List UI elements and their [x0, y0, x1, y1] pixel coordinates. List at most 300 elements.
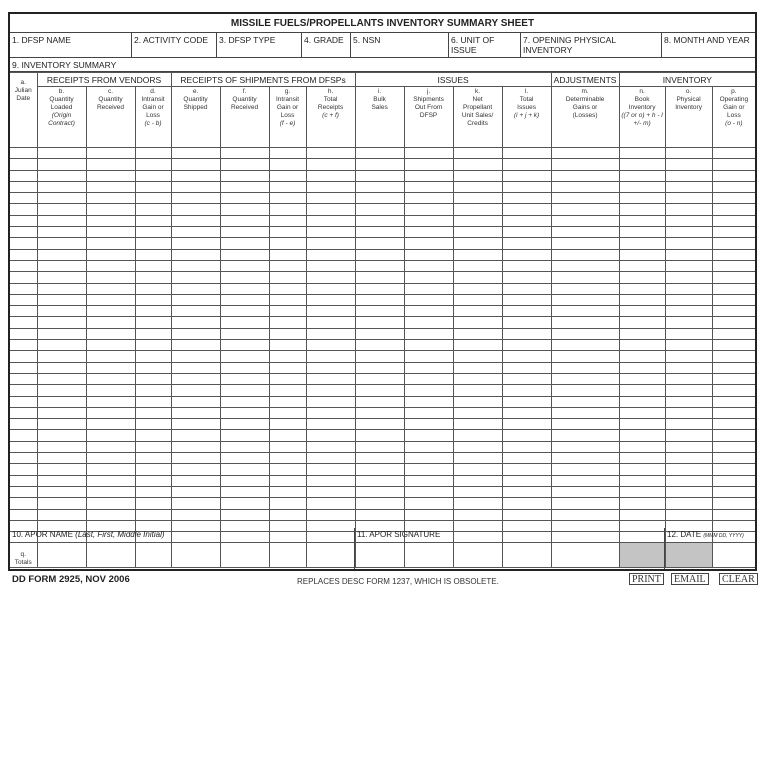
cell-input-a[interactable] [10, 250, 37, 260]
cell-i[interactable] [355, 294, 404, 305]
cell-b[interactable] [37, 148, 86, 159]
cell-input-m[interactable] [552, 385, 619, 395]
cell-d[interactable] [135, 464, 171, 475]
cell-o[interactable] [665, 486, 712, 497]
cell-input-j[interactable] [405, 295, 453, 305]
cell-j[interactable] [404, 340, 453, 351]
cell-l[interactable] [502, 238, 551, 249]
cell-l[interactable] [502, 227, 551, 238]
cell-input-c[interactable] [87, 464, 135, 474]
cell-l[interactable] [502, 328, 551, 339]
dfsp-type-field[interactable] [217, 33, 302, 58]
cell-input-h[interactable] [307, 272, 355, 282]
cell-input-i[interactable] [356, 430, 404, 440]
cell-input-l[interactable] [503, 464, 551, 474]
cell-b[interactable] [37, 430, 86, 441]
cell-input-c[interactable] [87, 159, 135, 169]
cell-g[interactable] [269, 272, 306, 283]
cell-input-h[interactable] [307, 363, 355, 373]
cell-input-b[interactable] [38, 385, 86, 395]
cell-a[interactable] [10, 148, 37, 159]
cell-g[interactable] [269, 396, 306, 407]
cell-input-p[interactable] [713, 363, 756, 373]
cell-input-m[interactable] [552, 329, 619, 339]
cell-a[interactable] [10, 498, 37, 509]
cell-l[interactable] [502, 475, 551, 486]
cell-a[interactable] [10, 362, 37, 373]
cell-g[interactable] [269, 475, 306, 486]
cell-input-p[interactable] [713, 238, 756, 248]
cell-g[interactable] [269, 260, 306, 271]
cell-input-c[interactable] [87, 317, 135, 327]
cell-p[interactable] [712, 249, 755, 260]
cell-input-p[interactable] [713, 476, 756, 486]
cell-input-j[interactable] [405, 317, 453, 327]
cell-input-j[interactable] [405, 464, 453, 474]
apor-signature-field[interactable] [355, 528, 665, 569]
cell-f[interactable] [220, 294, 269, 305]
cell-d[interactable] [135, 430, 171, 441]
cell-f[interactable] [220, 430, 269, 441]
cell-input-h[interactable] [307, 329, 355, 339]
cell-e[interactable] [171, 407, 220, 418]
cell-input-n[interactable] [620, 182, 665, 192]
cell-input-p[interactable] [713, 329, 756, 339]
cell-k[interactable] [453, 430, 502, 441]
cell-m[interactable] [551, 453, 619, 464]
cell-e[interactable] [171, 227, 220, 238]
cell-c[interactable] [86, 419, 135, 430]
cell-i[interactable] [355, 204, 404, 215]
cell-g[interactable] [269, 283, 306, 294]
nsn-field[interactable] [351, 33, 449, 58]
cell-e[interactable] [171, 498, 220, 509]
cell-input-g[interactable] [270, 453, 306, 463]
cell-j[interactable] [404, 159, 453, 170]
cell-input-h[interactable] [307, 284, 355, 294]
cell-a[interactable] [10, 227, 37, 238]
cell-f[interactable] [220, 373, 269, 384]
cell-j[interactable] [404, 453, 453, 464]
cell-input-p[interactable] [713, 159, 756, 169]
cell-g[interactable] [269, 453, 306, 464]
cell-input-e[interactable] [172, 159, 220, 169]
cell-input-h[interactable] [307, 510, 355, 520]
cell-c[interactable] [86, 475, 135, 486]
cell-input-p[interactable] [713, 216, 756, 226]
cell-input-o[interactable] [666, 148, 712, 158]
cell-c[interactable] [86, 238, 135, 249]
cell-input-o[interactable] [666, 510, 712, 520]
cell-input-p[interactable] [713, 182, 756, 192]
cell-input-f[interactable] [221, 408, 269, 418]
cell-input-j[interactable] [405, 171, 453, 181]
cell-j[interactable] [404, 385, 453, 396]
cell-a[interactable] [10, 351, 37, 362]
cell-b[interactable] [37, 204, 86, 215]
cell-input-i[interactable] [356, 250, 404, 260]
cell-h[interactable] [306, 148, 355, 159]
cell-l[interactable] [502, 159, 551, 170]
cell-f[interactable] [220, 486, 269, 497]
cell-input-l[interactable] [503, 284, 551, 294]
cell-f[interactable] [220, 238, 269, 249]
cell-input-h[interactable] [307, 340, 355, 350]
cell-l[interactable] [502, 294, 551, 305]
cell-input-c[interactable] [87, 182, 135, 192]
cell-j[interactable] [404, 396, 453, 407]
cell-m[interactable] [551, 193, 619, 204]
cell-c[interactable] [86, 385, 135, 396]
cell-e[interactable] [171, 486, 220, 497]
cell-input-e[interactable] [172, 238, 220, 248]
cell-input-g[interactable] [270, 498, 306, 508]
cell-e[interactable] [171, 260, 220, 271]
cell-input-p[interactable] [713, 340, 756, 350]
cell-f[interactable] [220, 351, 269, 362]
cell-h[interactable] [306, 441, 355, 452]
cell-a[interactable] [10, 419, 37, 430]
cell-k[interactable] [453, 328, 502, 339]
cell-h[interactable] [306, 373, 355, 384]
cell-g[interactable] [269, 373, 306, 384]
cell-m[interactable] [551, 306, 619, 317]
cell-input-n[interactable] [620, 306, 665, 316]
cell-p[interactable] [712, 362, 755, 373]
cell-input-b[interactable] [38, 238, 86, 248]
cell-input-p[interactable] [713, 408, 756, 418]
cell-f[interactable] [220, 159, 269, 170]
cell-input-h[interactable] [307, 171, 355, 181]
cell-j[interactable] [404, 170, 453, 181]
cell-input-f[interactable] [221, 148, 269, 158]
cell-input-a[interactable] [10, 464, 37, 474]
cell-m[interactable] [551, 294, 619, 305]
cell-input-l[interactable] [503, 329, 551, 339]
cell-a[interactable] [10, 430, 37, 441]
cell-input-o[interactable] [666, 351, 712, 361]
cell-i[interactable] [355, 306, 404, 317]
cell-a[interactable] [10, 475, 37, 486]
cell-k[interactable] [453, 509, 502, 520]
cell-input-e[interactable] [172, 329, 220, 339]
apor-name-field[interactable] [10, 528, 355, 569]
cell-input-g[interactable] [270, 295, 306, 305]
cell-input-a[interactable] [10, 442, 37, 452]
cell-input-b[interactable] [38, 159, 86, 169]
cell-d[interactable] [135, 193, 171, 204]
cell-l[interactable] [502, 362, 551, 373]
cell-b[interactable] [37, 215, 86, 226]
cell-d[interactable] [135, 215, 171, 226]
cell-input-c[interactable] [87, 487, 135, 497]
cell-k[interactable] [453, 396, 502, 407]
cell-input-o[interactable] [666, 419, 712, 429]
cell-input-n[interactable] [620, 442, 665, 452]
cell-i[interactable] [355, 193, 404, 204]
cell-g[interactable] [269, 464, 306, 475]
cell-input-h[interactable] [307, 430, 355, 440]
cell-input-d[interactable] [136, 216, 171, 226]
cell-input-a[interactable] [10, 363, 37, 373]
cell-f[interactable] [220, 396, 269, 407]
cell-input-b[interactable] [38, 510, 86, 520]
cell-input-n[interactable] [620, 250, 665, 260]
cell-input-i[interactable] [356, 374, 404, 384]
cell-j[interactable] [404, 204, 453, 215]
cell-input-l[interactable] [503, 487, 551, 497]
cell-input-e[interactable] [172, 261, 220, 271]
cell-input-g[interactable] [270, 408, 306, 418]
cell-input-g[interactable] [270, 317, 306, 327]
cell-input-i[interactable] [356, 284, 404, 294]
cell-input-d[interactable] [136, 419, 171, 429]
dfsp-name-field[interactable] [10, 33, 132, 58]
activity-code-field[interactable] [132, 33, 217, 58]
cell-k[interactable] [453, 340, 502, 351]
cell-c[interactable] [86, 464, 135, 475]
cell-f[interactable] [220, 170, 269, 181]
cell-c[interactable] [86, 498, 135, 509]
cell-input-n[interactable] [620, 408, 665, 418]
cell-c[interactable] [86, 204, 135, 215]
cell-m[interactable] [551, 238, 619, 249]
cell-input-c[interactable] [87, 295, 135, 305]
cell-input-b[interactable] [38, 397, 86, 407]
cell-input-a[interactable] [10, 317, 37, 327]
cell-f[interactable] [220, 362, 269, 373]
cell-input-f[interactable] [221, 317, 269, 327]
cell-input-n[interactable] [620, 148, 665, 158]
cell-input-d[interactable] [136, 476, 171, 486]
cell-m[interactable] [551, 170, 619, 181]
cell-c[interactable] [86, 328, 135, 339]
cell-input-f[interactable] [221, 442, 269, 452]
cell-input-g[interactable] [270, 171, 306, 181]
cell-i[interactable] [355, 441, 404, 452]
cell-j[interactable] [404, 249, 453, 260]
cell-input-m[interactable] [552, 430, 619, 440]
cell-f[interactable] [220, 204, 269, 215]
cell-o[interactable] [665, 181, 712, 192]
cell-input-b[interactable] [38, 351, 86, 361]
cell-m[interactable] [551, 385, 619, 396]
cell-input-i[interactable] [356, 397, 404, 407]
cell-l[interactable] [502, 441, 551, 452]
cell-input-e[interactable] [172, 453, 220, 463]
cell-e[interactable] [171, 385, 220, 396]
cell-n[interactable] [619, 441, 665, 452]
cell-f[interactable] [220, 181, 269, 192]
cell-input-l[interactable] [503, 182, 551, 192]
cell-n[interactable] [619, 215, 665, 226]
cell-g[interactable] [269, 170, 306, 181]
cell-input-e[interactable] [172, 295, 220, 305]
cell-i[interactable] [355, 328, 404, 339]
cell-input-g[interactable] [270, 510, 306, 520]
cell-h[interactable] [306, 475, 355, 486]
cell-input-g[interactable] [270, 430, 306, 440]
cell-input-c[interactable] [87, 329, 135, 339]
cell-input-f[interactable] [221, 272, 269, 282]
cell-g[interactable] [269, 317, 306, 328]
cell-i[interactable] [355, 249, 404, 260]
cell-b[interactable] [37, 294, 86, 305]
cell-p[interactable] [712, 215, 755, 226]
cell-input-a[interactable] [10, 171, 37, 181]
cell-input-h[interactable] [307, 295, 355, 305]
cell-input-e[interactable] [172, 476, 220, 486]
cell-input-h[interactable] [307, 476, 355, 486]
cell-input-d[interactable] [136, 442, 171, 452]
cell-e[interactable] [171, 362, 220, 373]
cell-input-d[interactable] [136, 250, 171, 260]
cell-e[interactable] [171, 340, 220, 351]
cell-input-p[interactable] [713, 250, 756, 260]
cell-input-a[interactable] [10, 159, 37, 169]
cell-input-l[interactable] [503, 148, 551, 158]
cell-input-e[interactable] [172, 340, 220, 350]
cell-input-g[interactable] [270, 397, 306, 407]
cell-input-p[interactable] [713, 498, 756, 508]
cell-input-j[interactable] [405, 487, 453, 497]
cell-input-o[interactable] [666, 216, 712, 226]
cell-h[interactable] [306, 396, 355, 407]
cell-o[interactable] [665, 441, 712, 452]
cell-i[interactable] [355, 475, 404, 486]
cell-h[interactable] [306, 385, 355, 396]
cell-input-d[interactable] [136, 284, 171, 294]
date-field[interactable] [665, 528, 755, 569]
cell-input-i[interactable] [356, 159, 404, 169]
cell-j[interactable] [404, 227, 453, 238]
cell-input-h[interactable] [307, 148, 355, 158]
cell-c[interactable] [86, 306, 135, 317]
cell-h[interactable] [306, 283, 355, 294]
cell-input-n[interactable] [620, 363, 665, 373]
cell-input-i[interactable] [356, 182, 404, 192]
cell-input-f[interactable] [221, 476, 269, 486]
cell-input-k[interactable] [454, 306, 502, 316]
cell-d[interactable] [135, 204, 171, 215]
cell-input-h[interactable] [307, 464, 355, 474]
cell-b[interactable] [37, 464, 86, 475]
cell-m[interactable] [551, 272, 619, 283]
cell-i[interactable] [355, 170, 404, 181]
cell-input-c[interactable] [87, 374, 135, 384]
cell-input-b[interactable] [38, 295, 86, 305]
cell-d[interactable] [135, 362, 171, 373]
cell-f[interactable] [220, 475, 269, 486]
cell-input-p[interactable] [713, 295, 756, 305]
cell-k[interactable] [453, 453, 502, 464]
cell-input-d[interactable] [136, 464, 171, 474]
cell-b[interactable] [37, 193, 86, 204]
cell-p[interactable] [712, 373, 755, 384]
cell-p[interactable] [712, 464, 755, 475]
cell-input-e[interactable] [172, 442, 220, 452]
cell-m[interactable] [551, 498, 619, 509]
cell-m[interactable] [551, 407, 619, 418]
cell-e[interactable] [171, 238, 220, 249]
cell-f[interactable] [220, 385, 269, 396]
cell-n[interactable] [619, 430, 665, 441]
cell-j[interactable] [404, 351, 453, 362]
cell-h[interactable] [306, 193, 355, 204]
cell-input-m[interactable] [552, 204, 619, 214]
cell-e[interactable] [171, 159, 220, 170]
cell-input-c[interactable] [87, 261, 135, 271]
cell-b[interactable] [37, 407, 86, 418]
cell-input-p[interactable] [713, 374, 756, 384]
cell-o[interactable] [665, 385, 712, 396]
cell-d[interactable] [135, 272, 171, 283]
cell-h[interactable] [306, 294, 355, 305]
cell-input-p[interactable] [713, 204, 756, 214]
cell-c[interactable] [86, 215, 135, 226]
cell-input-d[interactable] [136, 329, 171, 339]
cell-input-p[interactable] [713, 306, 756, 316]
cell-input-i[interactable] [356, 385, 404, 395]
cell-a[interactable] [10, 283, 37, 294]
cell-c[interactable] [86, 170, 135, 181]
cell-input-i[interactable] [356, 272, 404, 282]
cell-input-e[interactable] [172, 182, 220, 192]
cell-input-a[interactable] [10, 204, 37, 214]
cell-input-f[interactable] [221, 171, 269, 181]
cell-k[interactable] [453, 181, 502, 192]
cell-j[interactable] [404, 238, 453, 249]
cell-g[interactable] [269, 486, 306, 497]
cell-input-m[interactable] [552, 351, 619, 361]
cell-d[interactable] [135, 170, 171, 181]
cell-input-k[interactable] [454, 374, 502, 384]
cell-n[interactable] [619, 148, 665, 159]
cell-input-i[interactable] [356, 453, 404, 463]
cell-input-g[interactable] [270, 261, 306, 271]
cell-g[interactable] [269, 340, 306, 351]
cell-input-d[interactable] [136, 227, 171, 237]
cell-input-g[interactable] [270, 385, 306, 395]
cell-n[interactable] [619, 407, 665, 418]
cell-n[interactable] [619, 396, 665, 407]
cell-input-e[interactable] [172, 385, 220, 395]
cell-input-k[interactable] [454, 498, 502, 508]
cell-input-b[interactable] [38, 464, 86, 474]
cell-o[interactable] [665, 328, 712, 339]
cell-input-b[interactable] [38, 250, 86, 260]
cell-m[interactable] [551, 351, 619, 362]
cell-f[interactable] [220, 260, 269, 271]
cell-o[interactable] [665, 260, 712, 271]
cell-j[interactable] [404, 486, 453, 497]
cell-input-j[interactable] [405, 306, 453, 316]
cell-g[interactable] [269, 430, 306, 441]
cell-input-n[interactable] [620, 159, 665, 169]
cell-input-b[interactable] [38, 329, 86, 339]
cell-input-k[interactable] [454, 204, 502, 214]
cell-input-o[interactable] [666, 171, 712, 181]
cell-j[interactable] [404, 475, 453, 486]
cell-input-h[interactable] [307, 261, 355, 271]
cell-input-d[interactable] [136, 453, 171, 463]
cell-b[interactable] [37, 306, 86, 317]
cell-input-i[interactable] [356, 227, 404, 237]
cell-j[interactable] [404, 373, 453, 384]
cell-input-o[interactable] [666, 284, 712, 294]
cell-m[interactable] [551, 260, 619, 271]
cell-l[interactable] [502, 260, 551, 271]
